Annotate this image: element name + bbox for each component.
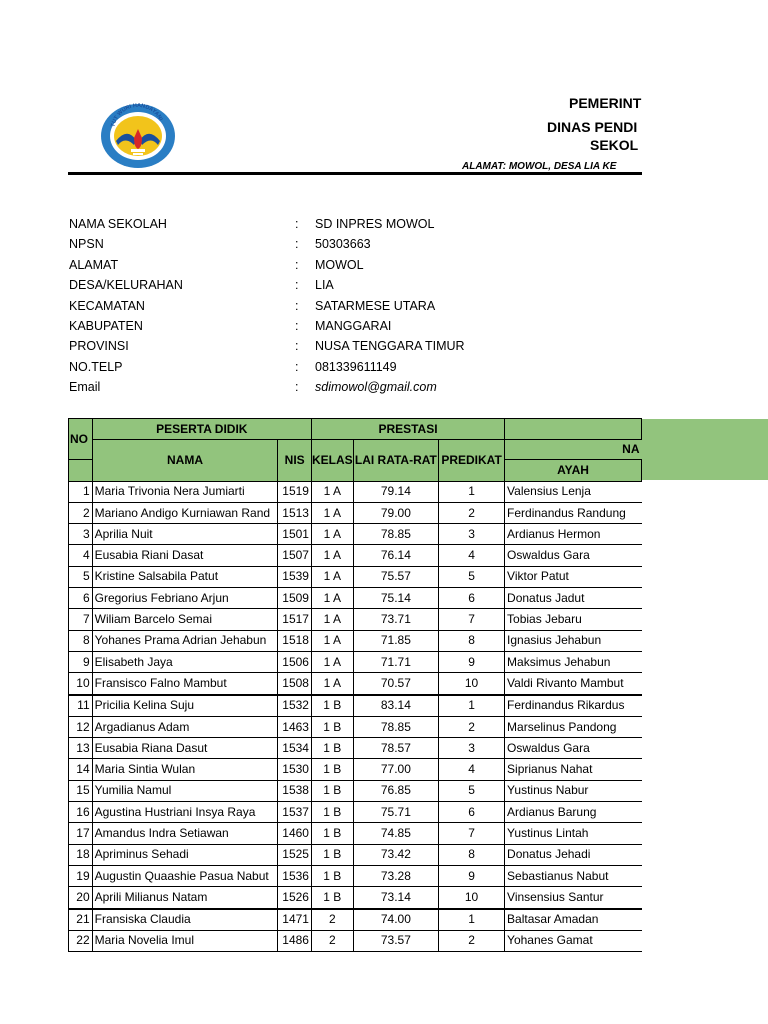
row-nis: 1538 [278,780,312,801]
row-nilai: 75.71 [353,802,438,823]
row-nis: 1526 [278,887,312,909]
row-predikat: 10 [439,887,505,909]
table-row [69,630,642,651]
row-predikat: 3 [439,738,505,759]
row-no: 5 [69,566,93,587]
row-kelas: 1 B [311,844,353,865]
row-nis: 1537 [278,802,312,823]
row-nilai: 78.85 [353,524,438,545]
row-ayah: Ardianus Hermon [505,524,642,545]
table-row [69,844,642,865]
info-label: NAMA SEKOLAH [69,217,167,231]
row-predikat: 10 [439,673,505,695]
header-line-1: PEMERINT [569,95,642,111]
row-no: 18 [69,844,93,865]
info-value: SD INPRES MOWOL [315,217,435,231]
row-nama: Yumilia Namul [92,780,278,801]
info-label: KABUPATEN [69,319,143,333]
row-kelas: 1 A [311,545,353,566]
row-predikat: 6 [439,802,505,823]
row-kelas: 1 B [311,865,353,886]
row-kelas: 1 A [311,673,353,695]
header-green-band [642,419,768,480]
student-table [68,418,642,952]
info-label: KECAMATAN [69,298,145,313]
row-ayah: Tobias Jebaru [505,609,642,630]
row-nilai: 76.85 [353,780,438,801]
info-value: NUSA TENGGARA TIMUR [315,339,465,354]
row-kelas: 2 [311,909,353,931]
row-kelas: 1 A [311,566,353,587]
row-predikat: 2 [439,930,505,951]
table-row [69,865,642,886]
row-no: 3 [69,524,93,545]
row-no: 12 [69,716,93,737]
header-ayah [69,460,93,481]
row-no: 7 [69,609,93,630]
row-nis: 1519 [278,481,312,502]
header-predikat: PREDIKAT [439,440,505,481]
row-ayah: Oswaldus Gara [505,545,642,566]
row-kelas: 1 A [311,630,353,651]
row-ayah: Yustinus Lintah [505,823,642,844]
row-ayah: Yohanes Gamat [505,930,642,951]
row-no: 14 [69,759,93,780]
row-kelas: 1 A [311,502,353,523]
info-value: MANGGARAI [315,319,392,333]
row-no: 17 [69,823,93,844]
row-nilai: 75.14 [353,588,438,609]
row-predikat: 5 [439,566,505,587]
row-nama: Fransiska Claudia [92,909,278,931]
row-ayah: Donatus Jehadi [505,844,642,865]
row-ayah: Siprianus Nahat [505,759,642,780]
row-ayah: Sebastianus Nabut [505,865,642,886]
header-kelas: KELAS [311,440,353,481]
row-predikat: 1 [439,909,505,931]
row-nilai: 77.00 [353,759,438,780]
table-row [69,802,642,823]
row-ayah: Valensius Lenja [505,481,642,502]
row-predikat: 2 [439,716,505,737]
row-ayah: Donatus Jadut [505,588,642,609]
row-nis: 1460 [278,823,312,844]
row-nilai: 78.85 [353,716,438,737]
header-line-3: SEKOL [590,137,639,153]
header-ayah-label: AYAH [505,460,642,481]
row-nama: Fransisco Falno Mambut [92,673,278,695]
row-nis: 1508 [278,673,312,695]
row-nilai: 79.14 [353,481,438,502]
table-row [69,716,642,737]
row-nis: 1539 [278,566,312,587]
row-kelas: 1 B [311,802,353,823]
info-value: 081339611149 [315,359,397,374]
table-row [69,780,642,801]
row-nama: Amandus Indra Setiawan [92,823,278,844]
header-orangtua-blank [505,419,642,440]
row-kelas: 1 B [311,695,353,717]
info-label: ALAMAT [69,257,119,272]
row-no: 1 [69,481,93,502]
row-kelas: 1 B [311,759,353,780]
row-nilai: 71.85 [353,630,438,651]
table-row [69,930,642,951]
table-row [69,759,642,780]
row-nis: 1525 [278,844,312,865]
row-nilai: 73.57 [353,930,438,951]
info-colon: : [295,237,299,252]
info-label: PROVINSI [69,339,129,354]
row-nis: 1506 [278,651,312,672]
row-predikat: 4 [439,759,505,780]
row-kelas: 1 B [311,716,353,737]
row-nis: 1518 [278,630,312,651]
row-nilai: 71.71 [353,651,438,672]
row-kelas: 2 [311,930,353,951]
row-predikat: 3 [439,524,505,545]
header-line-2: DINAS PENDI [547,119,638,135]
row-nama: Aprili Milianus Natam [92,887,278,909]
row-nilai: 74.85 [353,823,438,844]
row-ayah: Marselinus Pandong [505,716,642,737]
row-no: 19 [69,865,93,886]
table-row [69,566,642,587]
row-nis: 1536 [278,865,312,886]
row-predikat: 8 [439,844,505,865]
row-no: 8 [69,630,93,651]
info-colon: : [295,380,299,395]
row-nilai: 83.14 [353,695,438,717]
row-kelas: 1 B [311,887,353,909]
header-prestasi: PRESTASI [311,419,504,440]
row-predikat: 8 [439,630,505,651]
row-kelas: 1 A [311,609,353,630]
row-predikat: 7 [439,823,505,844]
row-kelas: 1 A [311,651,353,672]
row-nis: 1509 [278,588,312,609]
header-divider [68,172,642,175]
row-nilai: 70.57 [353,673,438,695]
row-nis: 1534 [278,738,312,759]
row-nama: Pricilia Kelina Suju [92,695,278,717]
row-ayah: Yustinus Nabur [505,780,642,801]
row-nis: 1471 [278,909,312,931]
row-predikat: 5 [439,780,505,801]
info-colon: : [295,339,299,354]
header-nilai: LAI RATA-RAT [353,440,438,481]
info-colon: : [295,298,299,313]
info-label: NO.TELP [69,359,123,374]
row-nama: Elisabeth Jaya [92,651,278,672]
row-nilai: 73.71 [353,609,438,630]
info-value: 50303663 [315,237,371,252]
table-row [69,909,642,931]
header-address: ALAMAT: MOWOL, DESA LIA KE [462,161,617,172]
table-row [69,887,642,909]
row-nama: Apriminus Sehadi [92,844,278,865]
table-row [69,545,642,566]
row-nis: 1532 [278,695,312,717]
row-nama: Wiliam Barcelo Semai [92,609,278,630]
row-no: 10 [69,673,93,695]
row-nilai: 79.00 [353,502,438,523]
row-nilai: 76.14 [353,545,438,566]
row-nilai: 73.42 [353,844,438,865]
row-predikat: 7 [439,609,505,630]
table-row [69,823,642,844]
info-label: Email [69,380,101,395]
info-label: NPSN [69,237,104,252]
row-no: 22 [69,930,93,951]
row-nilai: 73.28 [353,865,438,886]
header-no: NO [69,419,93,460]
info-colon: : [295,278,299,293]
row-predikat: 2 [439,502,505,523]
row-nama: Maria Novelia Imul [92,930,278,951]
row-no: 11 [69,695,93,717]
table-row [69,609,642,630]
row-kelas: 1 B [311,823,353,844]
row-no: 9 [69,651,93,672]
row-no: 6 [69,588,93,609]
row-nis: 1463 [278,716,312,737]
row-nama: Gregorius Febriano Arjun [92,588,278,609]
row-nis: 1530 [278,759,312,780]
row-nama: Eusabia Riana Dasut [92,738,278,759]
info-value: SATARMESE UTARA [315,298,436,313]
row-nis: 1486 [278,930,312,951]
row-ayah: Oswaldus Gara [505,738,642,759]
row-nis: 1501 [278,524,312,545]
tut-wuri-handayani-logo-icon [100,103,176,169]
info-value: MOWOL [315,257,364,272]
row-nis: 1517 [278,609,312,630]
info-colon: : [295,217,299,231]
row-nis: 1513 [278,502,312,523]
info-value: LIA [315,278,334,293]
info-colon: : [295,319,299,333]
row-ayah: Ferdinandus Randung [505,502,642,523]
row-predikat: 9 [439,651,505,672]
header-nama: NAMA [92,440,278,481]
table-row [69,502,642,523]
table-row [69,524,642,545]
row-nama: Maria Sintia Wulan [92,759,278,780]
table-row [69,651,642,672]
row-predikat: 4 [439,545,505,566]
row-nilai: 73.14 [353,887,438,909]
logo-motto: TUT WURI HANDAYANI [110,103,164,128]
row-no: 4 [69,545,93,566]
info-value: sdimowol@gmail.com [315,380,437,395]
row-nama: Maria Trivonia Nera Jumiarti [92,481,278,502]
row-nama: Agustina Hustriani Insya Raya [92,802,278,823]
row-kelas: 1 A [311,524,353,545]
row-predikat: 6 [439,588,505,609]
info-colon: : [295,359,299,374]
header-nama-orangtua: NA [505,440,642,460]
row-no: 2 [69,502,93,523]
table-row [69,695,642,717]
table-row [69,738,642,759]
table-row [69,481,642,502]
table-row [69,588,642,609]
row-ayah: Ardianus Barung [505,802,642,823]
row-nama: Yohanes Prama Adrian Jehabun [92,630,278,651]
row-no: 20 [69,887,93,909]
row-no: 15 [69,780,93,801]
header-nis: NIS [278,440,312,481]
info-label: DESA/KELURAHAN [69,278,183,293]
header-peserta-didik: PESERTA DIDIK [92,419,311,440]
info-colon: : [295,257,299,272]
row-no: 13 [69,738,93,759]
row-ayah: Ignasius Jehabun [505,630,642,651]
row-no: 21 [69,909,93,931]
row-ayah: Baltasar Amadan [505,909,642,931]
row-nama: Kristine Salsabila Patut [92,566,278,587]
row-predikat: 1 [439,695,505,717]
row-no: 16 [69,802,93,823]
row-nama: Augustin Quaashie Pasua Nabut [92,865,278,886]
row-nama: Argadianus Adam [92,716,278,737]
row-kelas: 1 A [311,481,353,502]
row-predikat: 9 [439,865,505,886]
row-ayah: Viktor Patut [505,566,642,587]
row-nilai: 74.00 [353,909,438,931]
row-nama: Eusabia Riani Dasat [92,545,278,566]
row-ayah: Vinsensius Santur [505,887,642,909]
row-ayah: Valdi Rivanto Mambut [505,673,642,695]
row-kelas: 1 B [311,780,353,801]
row-nama: Mariano Andigo Kurniawan Rand [92,502,278,523]
row-ayah: Ferdinandus Rikardus [505,695,642,717]
row-nilai: 75.57 [353,566,438,587]
row-kelas: 1 A [311,588,353,609]
row-nilai: 78.57 [353,738,438,759]
row-nis: 1507 [278,545,312,566]
row-nama: Aprilia Nuit [92,524,278,545]
row-kelas: 1 B [311,738,353,759]
row-ayah: Maksimus Jehabun [505,651,642,672]
table-row [69,673,642,695]
row-predikat: 1 [439,481,505,502]
